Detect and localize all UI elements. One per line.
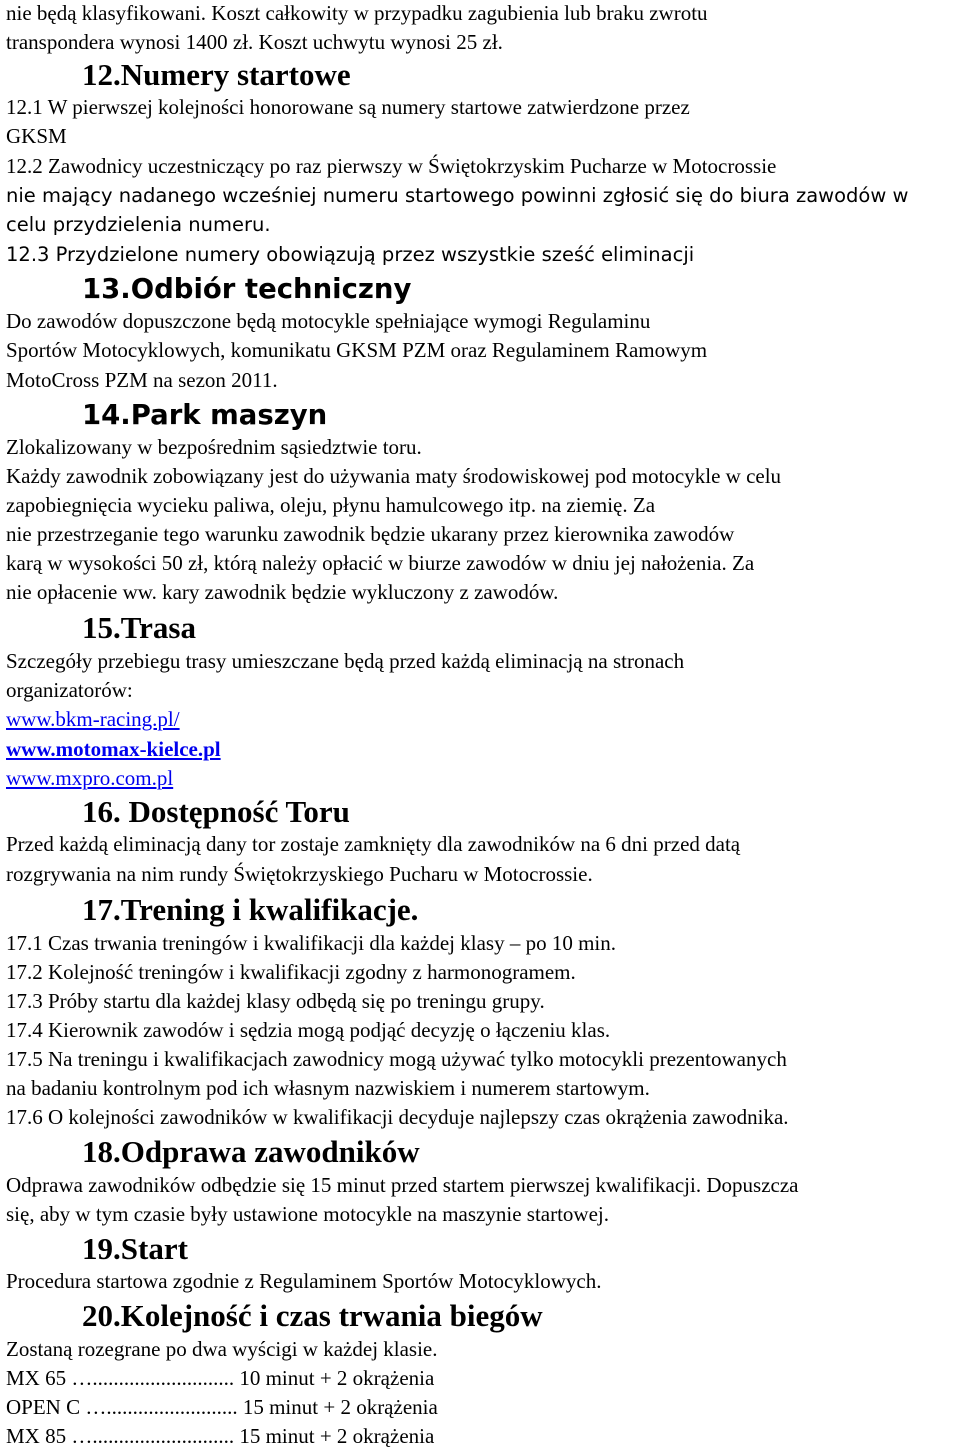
s12-line-2: GKSM xyxy=(6,124,67,148)
s17-line-4: 17.4 Kierownik zawodów i sędzia mogą podjąć decyzję o łączeniu klas. xyxy=(6,1018,611,1042)
section-12-heading: 12.Numery startowe xyxy=(82,57,351,92)
s16-line-1: Przed każdą eliminacją dany tor zostaje zamknięty dla zawodników na 6 dni przed datą xyxy=(6,832,741,856)
s17-line-6: na badaniu kontrolnym pod ich własnym nazwiskiem i numerem startowym. xyxy=(6,1076,650,1100)
section-18-heading: 18.Odprawa zawodników xyxy=(82,1134,420,1169)
link-motomax-kielce[interactable]: www.motomax-kielce.pl xyxy=(6,737,221,761)
s17-line-5: 17.5 Na treningu i kwalifikacjach zawodnicy mogą używać tylko motocykli prezentowanych xyxy=(6,1047,787,1071)
section-13-heading: 13.Odbiór techniczny xyxy=(82,273,412,305)
s18-line-2: się, aby w tym czasie były ustawione motocykle na maszynie startowej. xyxy=(6,1202,610,1226)
section-19-heading: 19.Start xyxy=(82,1231,188,1266)
s12-line-6: 12.3 Przydzielone numery obowiązują przez wszystkie sześć eliminacji xyxy=(6,243,695,266)
link-bkm-racing[interactable]: www.bkm-racing.pl/ xyxy=(6,707,180,731)
s12-line-3: 12.2 Zawodnicy uczestniczący po raz pierwszy w Świętokrzyskim Pucharze w Motocrossie xyxy=(6,154,777,178)
section-17-heading: 17.Trening i kwalifikacje. xyxy=(82,892,419,927)
s14-line-6: nie opłacenie ww. kary zawodnik będzie wykluczony z zawodów. xyxy=(6,580,559,604)
section-15-heading: 15.Trasa xyxy=(82,610,196,645)
s19-line-1: Procedura startowa zgodnie z Regulaminem Sportów Motocyklowych. xyxy=(6,1269,602,1293)
s17-line-3: 17.3 Próby startu dla każdej klasy odbędą się po treningu grupy. xyxy=(6,989,545,1013)
s14-line-3: zapobiegnięcia wycieku paliwa, oleju, płynu hamulcowego itp. na ziemię. Za xyxy=(6,493,656,517)
s13-line-2: Sportów Motocyklowych, komunikatu GKSM PZM oraz Regulaminem Ramowym xyxy=(6,338,708,362)
s18-line-1: Odprawa zawodników odbędzie się 15 minut przed startem pierwszej kwalifikacji. Dopuszcza xyxy=(6,1173,799,1197)
s14-line-5: karą w wysokości 50 zł, którą należy opłacić w biurze zawodów w dniu jej nałożenia. Za xyxy=(6,551,755,575)
s15-line-2: organizatorów: xyxy=(6,678,133,702)
link-mxpro[interactable]: www.mxpro.com.pl xyxy=(6,766,174,790)
section-20-heading: 20.Kolejność i czas trwania biegów xyxy=(82,1298,543,1333)
s15-line-1: Szczegóły przebiegu trasy umieszczane będą przed każdą eliminacją na stronach xyxy=(6,649,685,673)
section-14-heading: 14.Park maszyn xyxy=(82,399,328,431)
intro-line-2: transpondera wynosi 1400 zł. Koszt uchwytu wynosi 25 zł. xyxy=(6,30,503,54)
s16-line-2: rozgrywania na nim rundy Świętokrzyskiego Pucharu w Motocrossie. xyxy=(6,862,593,886)
section-16-heading: 16. Dostępność Toru xyxy=(82,794,350,829)
s13-line-3: MotoCross PZM na sezon 2011. xyxy=(6,368,278,392)
s14-line-4: nie przestrzeganie tego warunku zawodnik będzie ukarany przez kierownika zawodów xyxy=(6,522,735,546)
race-row-open-c: OPEN C …......................... 15 minut + 2 okrążenia xyxy=(6,1395,438,1419)
race-row-mx65: MX 65 …........................... 10 minut + 2 okrążenia xyxy=(6,1366,435,1390)
s20-line-1: Zostaną rozegrane po dwa wyścigi w każdej klasie. xyxy=(6,1337,438,1361)
s12-line-4: nie mający nadanego wcześniej numeru startowego powinni zgłosić się do biura zawodów w xyxy=(6,184,909,207)
s14-line-1: Zlokalizowany w bezpośrednim sąsiedztwie toru. xyxy=(6,435,422,459)
s14-line-2: Każdy zawodnik zobowiązany jest do używania maty środowiskowej pod motocykle w celu xyxy=(6,464,782,488)
s12-line-5: celu przydzielenia numeru. xyxy=(6,213,271,236)
intro-line-1: nie będą klasyfikowani. Koszt całkowity w przypadku zagubienia lub braku zwrotu xyxy=(6,1,708,25)
s13-line-1: Do zawodów dopuszczone będą motocykle spełniające wymogi Regulaminu xyxy=(6,309,651,333)
s12-line-1: 12.1 W pierwszej kolejności honorowane są numery startowe zatwierdzone przez xyxy=(6,95,690,119)
race-row-mx85: MX 85 …........................... 15 minut + 2 okrążenia xyxy=(6,1424,435,1448)
s17-line-2: 17.2 Kolejność treningów i kwalifikacji zgodny z harmonogramem. xyxy=(6,960,576,984)
s17-line-7: 17.6 O kolejności zawodników w kwalifikacji decyduje najlepszy czas okrążenia zawodnika. xyxy=(6,1105,789,1129)
s17-line-1: 17.1 Czas trwania treningów i kwalifikacji dla każdej klasy – po 10 min. xyxy=(6,931,617,955)
